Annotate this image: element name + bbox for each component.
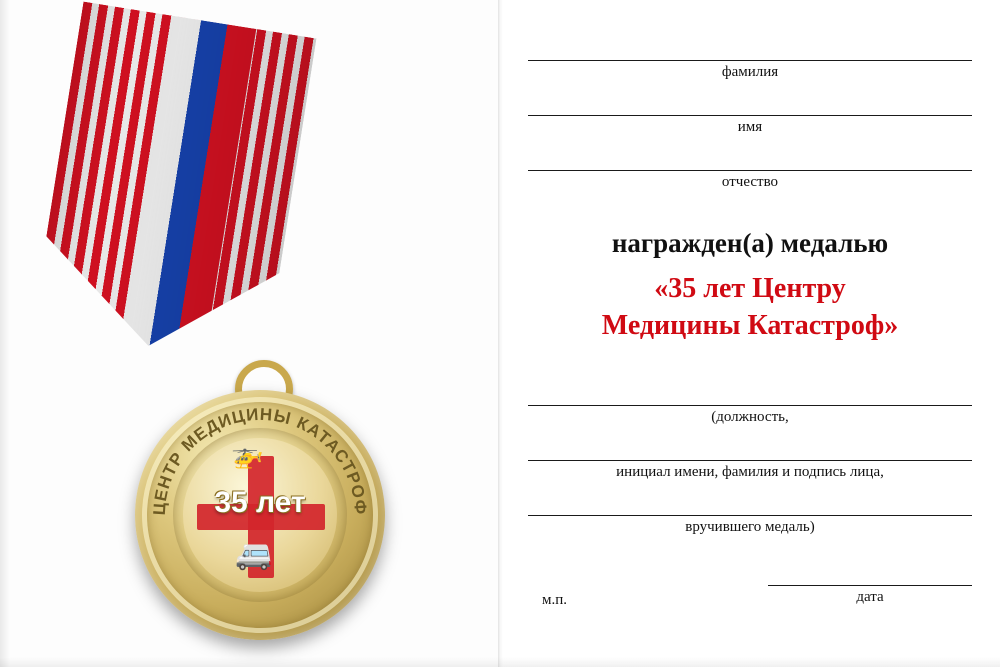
field-signer-name[interactable] (528, 460, 972, 481)
medal-center-label: 35 лет (214, 486, 306, 519)
field-position-rule (528, 405, 972, 406)
award-medal-title (528, 271, 972, 345)
field-firstname[interactable] (528, 115, 972, 136)
field-date[interactable] (768, 585, 972, 606)
field-patronymic[interactable] (528, 170, 972, 191)
field-firstname-caption: имя (737, 119, 763, 135)
field-patronymic-caption: отчество (721, 174, 779, 190)
field-position[interactable] (528, 405, 972, 426)
field-signer-name-caption: инициал имени, фамилия и подпись лица, (616, 464, 884, 480)
medal-circular-text-label: ЦЕНТР МЕДИЦИНЫ КАТАСТРОФ (149, 404, 371, 516)
page-edge-shadow (0, 0, 10, 667)
field-surname-rule (528, 60, 972, 61)
award-statement (528, 228, 972, 345)
stamp-place-label: м.п. (542, 592, 568, 608)
field-position-caption: (должность, (711, 409, 789, 425)
field-signer-name-rule (528, 460, 972, 461)
bottom-edge-shadow (0, 657, 1000, 667)
ribbon-shading (32, 2, 317, 365)
field-presenter-caption: вручившего медаль) (685, 519, 815, 535)
helicopter-icon: 🚁 (231, 440, 264, 469)
award-statement-line1: награжден(а) медалью (611, 228, 889, 258)
field-surname[interactable] (528, 60, 972, 81)
field-firstname-rule (528, 115, 972, 116)
page-fold (498, 0, 503, 667)
ambulance-icon: 🚐 (235, 538, 273, 571)
medal-disc (135, 390, 385, 640)
medal-assembly (60, 8, 460, 648)
field-date-caption: дата (856, 589, 884, 605)
medal-ribbon (32, 2, 317, 365)
field-presenter[interactable] (528, 515, 972, 536)
field-surname-caption: фамилия (721, 64, 779, 80)
field-presenter-rule (528, 515, 972, 516)
page-right (500, 0, 1000, 667)
award-medal-title-part2: Медицины Катастроф» (601, 309, 899, 341)
certificate-body (528, 0, 972, 667)
field-patronymic-rule (528, 170, 972, 171)
award-medal-title-part1: «35 лет Центру (654, 273, 846, 304)
field-date-rule (768, 585, 972, 586)
